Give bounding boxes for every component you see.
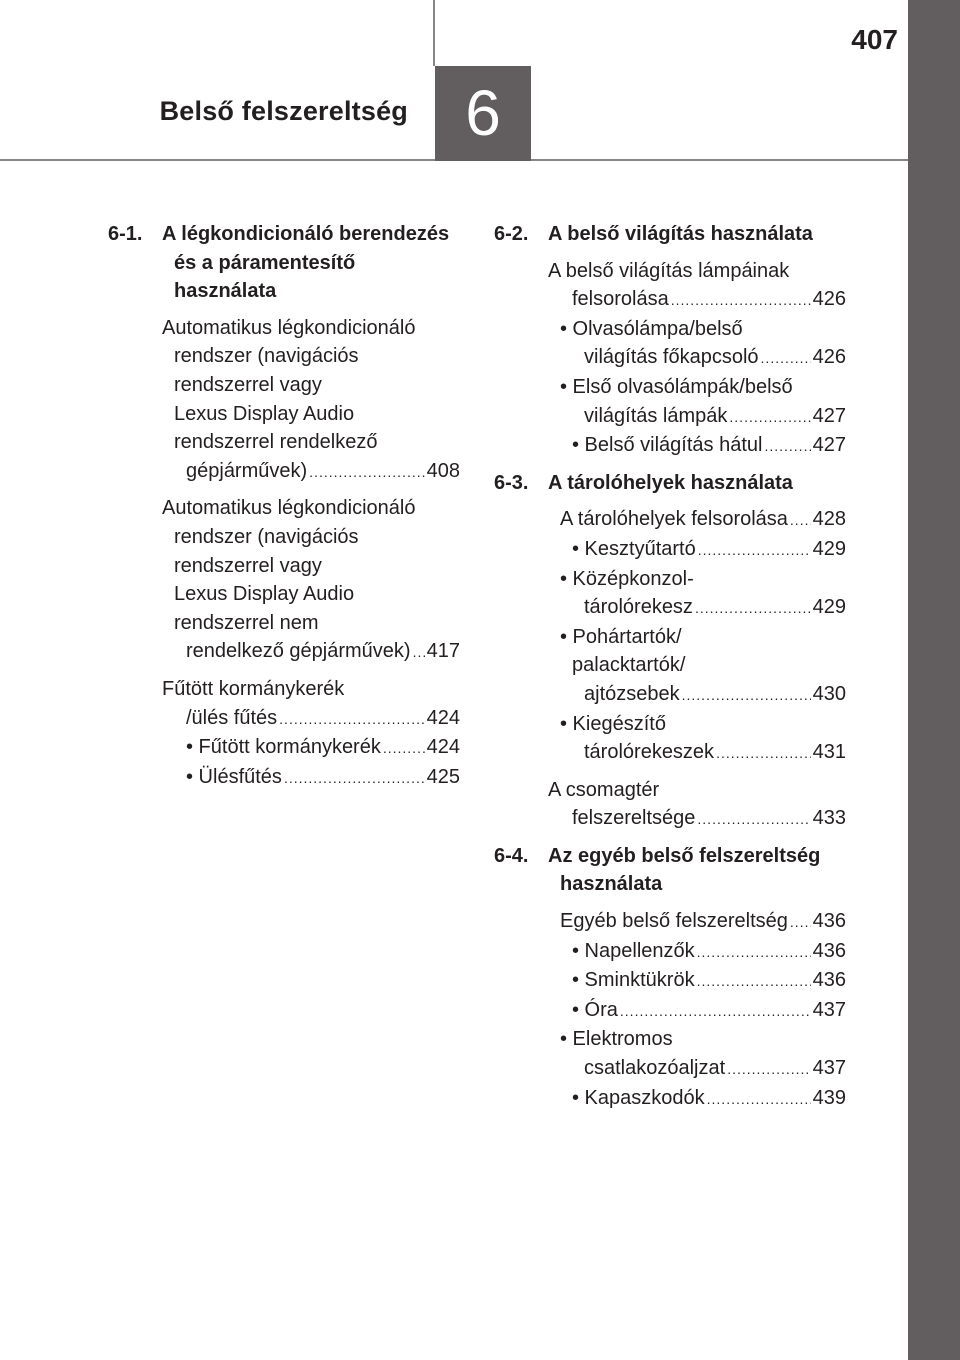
entry-leader-line <box>572 680 846 710</box>
entry-text: A csomagtér <box>548 778 660 801</box>
dot-leader <box>695 594 811 623</box>
toc-entry[interactable] <box>108 675 460 733</box>
entry-text: rendszerrel vagy <box>174 554 322 577</box>
page-ref: 436 <box>812 969 846 992</box>
entry-leader-line <box>560 505 846 535</box>
entry-text: A tárolóhelyek felsorolása <box>560 508 788 531</box>
section-number: 6-3. <box>494 471 529 494</box>
toc-entry[interactable] <box>108 494 460 667</box>
entry-text: tárolórekesz <box>584 596 693 619</box>
section-heading[interactable] <box>494 469 846 498</box>
dot-leader <box>707 1085 811 1114</box>
entry-text: • Pohártartók/ <box>560 625 682 648</box>
chapter-side-tab <box>908 0 960 1360</box>
entry-text: rendszer (navigációs <box>174 525 359 548</box>
section-heading[interactable] <box>494 220 846 249</box>
toc-subentry[interactable] <box>494 535 846 565</box>
entry-leader-line <box>572 1054 846 1084</box>
dot-leader <box>671 286 811 315</box>
dot-leader <box>383 734 425 763</box>
dot-leader <box>697 805 810 834</box>
entry-text: • Kiegészítő <box>560 712 666 735</box>
entry-text: • Első olvasólámpák/belső <box>560 375 793 398</box>
entry-text: • Fűtött kormánykerék <box>186 736 381 759</box>
page-ref: 436 <box>812 939 846 962</box>
page-ref: 426 <box>812 288 846 311</box>
entry-leader-line <box>560 907 846 937</box>
entry-text: világítás főkapcsoló <box>584 346 759 369</box>
toc-subentry[interactable] <box>494 1084 846 1114</box>
entry-text: • Kapaszkodók <box>572 1086 705 1109</box>
entry-leader-line <box>174 637 460 667</box>
entry-text: tárolórekeszek <box>584 741 715 764</box>
entry-text: Lexus Display Audio <box>174 583 355 606</box>
page-ref: 431 <box>812 741 846 764</box>
page-ref: 429 <box>812 537 846 560</box>
toc-entry[interactable] <box>108 314 460 487</box>
entry-leader-line <box>572 1084 846 1114</box>
section-title: Belső felszereltség <box>159 96 408 126</box>
page-ref: 436 <box>812 910 846 933</box>
entry-text: • Elektromos <box>560 1028 673 1051</box>
page-ref: 427 <box>812 404 846 427</box>
section-title-line: és a páramentesítő használata <box>174 251 356 303</box>
entry-leader-line <box>572 402 846 432</box>
entry-text: • Ülésfűtés <box>186 765 282 788</box>
toc-section-6-3 <box>494 469 846 834</box>
toc-right-column <box>494 220 846 1113</box>
entry-text: rendszerrel nem <box>174 611 319 634</box>
page-ref: 430 <box>812 682 846 705</box>
entry-text: • Olvasólámpa/belső <box>560 317 743 340</box>
dot-leader <box>790 908 811 937</box>
entry-text: /ülés fűtés <box>186 706 278 729</box>
entry-text: • Sminktükrök <box>572 969 695 992</box>
page-ref: 429 <box>812 596 846 619</box>
section-title-line: Az egyéb belső felszereltség <box>548 844 821 867</box>
dot-leader <box>279 705 424 734</box>
page-ref: 425 <box>426 765 460 788</box>
dot-leader <box>761 344 811 373</box>
entry-text: ajtózsebek <box>584 682 680 705</box>
toc-entry[interactable] <box>494 907 846 937</box>
entry-text: • Belső világítás hátul <box>572 434 763 457</box>
section-number: 6-2. <box>494 223 529 245</box>
entry-leader-line <box>186 733 460 763</box>
entry-leader-line <box>572 738 846 768</box>
entry-leader-line <box>174 457 460 487</box>
entry-text: • Kesztyűtartó <box>572 537 696 560</box>
dot-leader <box>284 764 425 793</box>
page-number: 407 <box>851 24 898 55</box>
toc-subentry[interactable] <box>494 623 846 710</box>
dot-leader <box>716 739 811 768</box>
entry-leader-line <box>572 966 846 996</box>
entry-text: A belső világítás lámpáinak <box>548 259 790 282</box>
toc-subentry[interactable] <box>108 733 460 763</box>
dot-leader <box>729 403 810 432</box>
page-ref: 424 <box>426 706 460 729</box>
toc-subentry[interactable] <box>494 996 846 1026</box>
page-ref: 437 <box>812 998 846 1021</box>
entry-text: rendszerrel rendelkező <box>174 431 378 454</box>
entry-text: rendszer (navigációs <box>174 345 359 368</box>
entry-text: Automatikus légkondicionáló <box>162 497 416 520</box>
page-ref: 417 <box>426 640 460 663</box>
dot-leader <box>764 432 810 461</box>
toc-section-6-4 <box>494 842 846 1113</box>
dot-leader <box>620 997 811 1026</box>
toc-subentry[interactable] <box>494 966 846 996</box>
entry-leader-line <box>560 804 846 834</box>
entry-text: palacktartók/ <box>572 654 686 677</box>
entry-text: • Középkonzol- <box>560 567 694 590</box>
header-divider-vertical <box>433 0 435 66</box>
page-ref: 428 <box>812 508 846 531</box>
section-title-line: használata <box>560 873 663 896</box>
entry-text: felszereltsége <box>572 807 696 830</box>
section-title-line: A belső világítás használata <box>548 223 813 245</box>
entry-text: rendszerrel vagy <box>174 373 322 396</box>
entry-leader-line <box>186 763 460 793</box>
toc-entry[interactable] <box>494 257 846 315</box>
dot-leader <box>697 938 811 967</box>
entry-leader-line <box>572 996 846 1026</box>
entry-leader-line <box>572 593 846 623</box>
dot-leader <box>727 1055 810 1084</box>
entry-text: • Óra <box>572 998 618 1021</box>
toc-subentry[interactable] <box>108 763 460 793</box>
entry-text: Lexus Display Audio <box>174 402 355 425</box>
entry-leader-line <box>572 937 846 967</box>
section-number: 6-1. <box>108 223 143 245</box>
entry-leader-line <box>560 285 846 315</box>
section-heading[interactable] <box>494 842 846 899</box>
entry-leader-line <box>174 704 460 734</box>
page-ref: 426 <box>812 346 846 369</box>
toc-entry[interactable] <box>494 776 846 834</box>
toc-subentry[interactable] <box>494 1025 846 1083</box>
entry-text: rendelkező gépjárművek) <box>186 640 411 663</box>
toc-subentry[interactable] <box>494 937 846 967</box>
page-ref: 439 <box>812 1086 846 1109</box>
entry-text: • Napellenzők <box>572 939 695 962</box>
dot-leader <box>697 967 811 996</box>
entry-text: Automatikus légkondicionáló <box>162 316 416 339</box>
toc-subentry[interactable] <box>494 565 846 623</box>
entry-leader-line <box>572 343 846 373</box>
dot-leader <box>682 681 811 710</box>
chapter-number-box: 6 <box>435 66 531 161</box>
toc-subentry[interactable] <box>494 710 846 768</box>
toc-section-6-2 <box>494 220 846 461</box>
page-ref: 427 <box>812 434 846 457</box>
toc-entry[interactable] <box>494 505 846 535</box>
entry-text: csatlakozóaljzat <box>584 1057 726 1080</box>
entry-leader-line <box>572 535 846 565</box>
page-ref: 408 <box>426 459 460 482</box>
toc-subentry[interactable] <box>494 431 846 461</box>
entry-text: gépjárművek) <box>186 459 308 482</box>
page-ref: 424 <box>426 736 460 759</box>
toc-left-column <box>108 220 460 792</box>
entry-text: világítás lámpák <box>584 404 728 427</box>
entry-text: felsorolása <box>572 288 669 311</box>
dot-leader <box>309 458 424 487</box>
entry-text: Egyéb belső felszereltség <box>560 910 788 933</box>
dot-leader <box>790 506 811 535</box>
section-number: 6-4. <box>494 844 529 867</box>
section-heading[interactable] <box>108 220 460 306</box>
toc-subentry[interactable] <box>494 373 846 431</box>
section-title-line: A légkondicionáló berendezés <box>162 223 450 245</box>
dot-leader <box>413 638 425 667</box>
entry-text: Fűtött kormánykerék <box>162 677 345 700</box>
toc-section-6-1 <box>108 220 460 792</box>
toc-subentry[interactable] <box>494 315 846 373</box>
section-title-line: A tárolóhelyek használata <box>548 471 793 494</box>
page-ref: 437 <box>812 1057 846 1080</box>
entry-leader-line <box>572 431 846 461</box>
page-ref: 433 <box>812 807 846 830</box>
dot-leader <box>698 536 811 565</box>
